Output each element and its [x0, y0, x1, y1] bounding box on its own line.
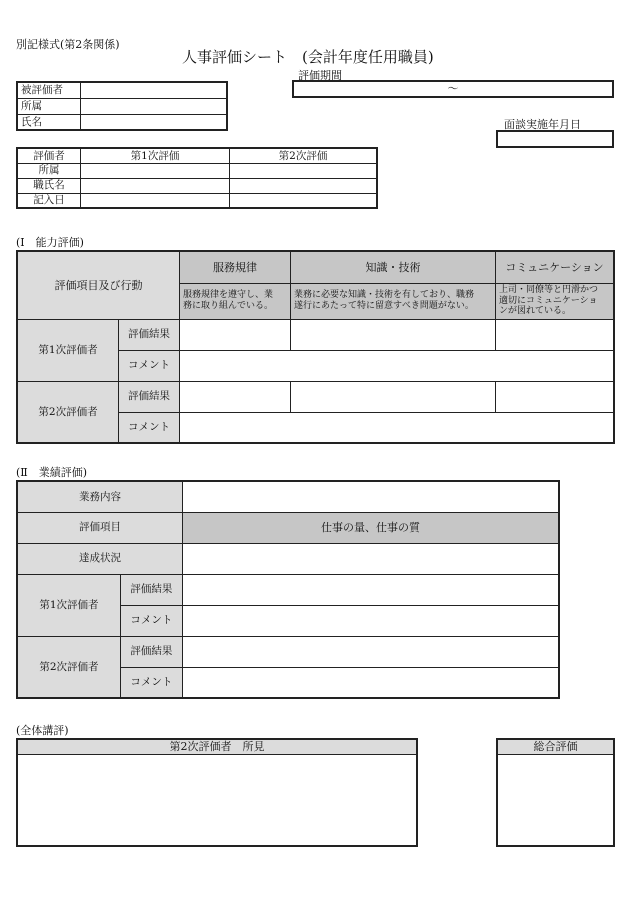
perf-item-label: 評価項目	[17, 512, 183, 543]
first-eval-date[interactable]	[81, 193, 230, 208]
ability-first-result-2[interactable]	[496, 319, 615, 350]
performance-section-title: (Ⅱ 業績評価)	[16, 466, 88, 479]
perf-second-result[interactable]	[183, 636, 560, 667]
second-eval-dept[interactable]	[230, 163, 378, 178]
ability-second-comment-label: コメント	[119, 412, 180, 443]
perf-second-evaluator: 第2次評価者	[17, 636, 120, 698]
ability-second-result-2[interactable]	[496, 381, 615, 412]
perf-first-result[interactable]	[183, 574, 560, 605]
overall-section-title: (全体講評)	[16, 724, 69, 737]
ability-first-evaluator: 第1次評価者	[17, 319, 119, 381]
evaluator-header: 評価者	[17, 148, 81, 163]
interview-date-label: 面談実施年月日	[504, 118, 581, 131]
second-opinion-table	[16, 738, 418, 847]
perf-second-result-label: 評価結果	[120, 636, 182, 667]
ability-second-comment[interactable]	[180, 412, 615, 443]
first-eval-title[interactable]	[81, 178, 230, 193]
perf-first-evaluator: 第1次評価者	[17, 574, 120, 636]
ability-first-result-0[interactable]	[180, 319, 291, 350]
subject-label-dept: 所属	[17, 98, 81, 114]
ability-first-result-label: 評価結果	[119, 319, 180, 350]
ability-second-result-0[interactable]	[180, 381, 291, 412]
criterion-name-2: コミュニケーション	[496, 251, 615, 283]
subject-label-evaluatee: 被評価者	[17, 82, 81, 98]
page-title: 人事評価シート (会計年度任用職員)	[182, 48, 434, 66]
evaluator-row-title: 職氏名	[17, 178, 81, 193]
second-eval-header: 第2次評価	[230, 148, 378, 163]
interview-date-field[interactable]	[496, 130, 614, 148]
achievement-label: 達成状況	[17, 543, 183, 574]
criterion-name-0: 服務規律	[180, 251, 291, 283]
total-eval-header: 総合評価	[497, 739, 614, 754]
ability-second-evaluator: 第2次評価者	[17, 381, 119, 443]
perf-first-comment-label: コメント	[120, 605, 182, 636]
ability-section-title: (Ⅰ 能力評価)	[16, 236, 84, 249]
second-opinion-field[interactable]	[17, 754, 417, 846]
perf-second-comment-label: コメント	[120, 667, 182, 698]
second-eval-title[interactable]	[230, 178, 378, 193]
subject-table	[16, 81, 228, 131]
subject-value-name[interactable]	[81, 114, 228, 130]
ability-second-result-label: 評価結果	[119, 381, 180, 412]
period-label: 評価期間	[298, 69, 342, 82]
perf-second-comment[interactable]	[183, 667, 560, 698]
evaluator-row-date: 記入日	[17, 193, 81, 208]
performance-table	[16, 480, 560, 699]
subject-value-dept[interactable]	[81, 98, 228, 114]
subject-value-evaluatee[interactable]	[81, 82, 228, 98]
subject-label-name: 氏名	[17, 114, 81, 130]
evaluator-table	[16, 147, 378, 209]
criterion-desc-1: 業務に必要な知識・技術を有しており、職務 遂行にあたって特に留意すべき問題がない。	[291, 283, 496, 319]
ability-table	[16, 250, 615, 444]
task-value[interactable]	[183, 481, 560, 512]
ability-first-comment[interactable]	[180, 350, 615, 381]
achievement-value[interactable]	[183, 543, 560, 574]
ability-second-result-1[interactable]	[291, 381, 496, 412]
period-field[interactable]	[292, 80, 614, 98]
first-eval-header: 第1次評価	[81, 148, 230, 163]
perf-first-comment[interactable]	[183, 605, 560, 636]
perf-first-result-label: 評価結果	[120, 574, 182, 605]
ability-item-header: 評価項目及び行動	[17, 251, 180, 319]
form-note: 別記様式(第2条関係)	[16, 38, 120, 51]
criterion-name-1: 知識・技術	[291, 251, 496, 283]
perf-item-value: 仕事の量、仕事の質	[183, 512, 560, 543]
ability-first-result-1[interactable]	[291, 319, 496, 350]
total-eval-field[interactable]	[497, 754, 614, 846]
criterion-desc-0: 服務規律を遵守し、業 務に取り組んでいる。	[180, 283, 291, 319]
period-separator: ～	[447, 82, 459, 95]
criterion-desc-2: 上司・同僚等と円滑かつ 適切にコミュニケーショ ンが図れている。	[496, 283, 615, 319]
task-label: 業務内容	[17, 481, 183, 512]
ability-first-comment-label: コメント	[119, 350, 180, 381]
second-eval-date[interactable]	[230, 193, 378, 208]
first-eval-dept[interactable]	[81, 163, 230, 178]
total-eval-table	[496, 738, 615, 847]
evaluator-row-dept: 所属	[17, 163, 81, 178]
second-opinion-header: 第2次評価者 所見	[17, 739, 417, 754]
